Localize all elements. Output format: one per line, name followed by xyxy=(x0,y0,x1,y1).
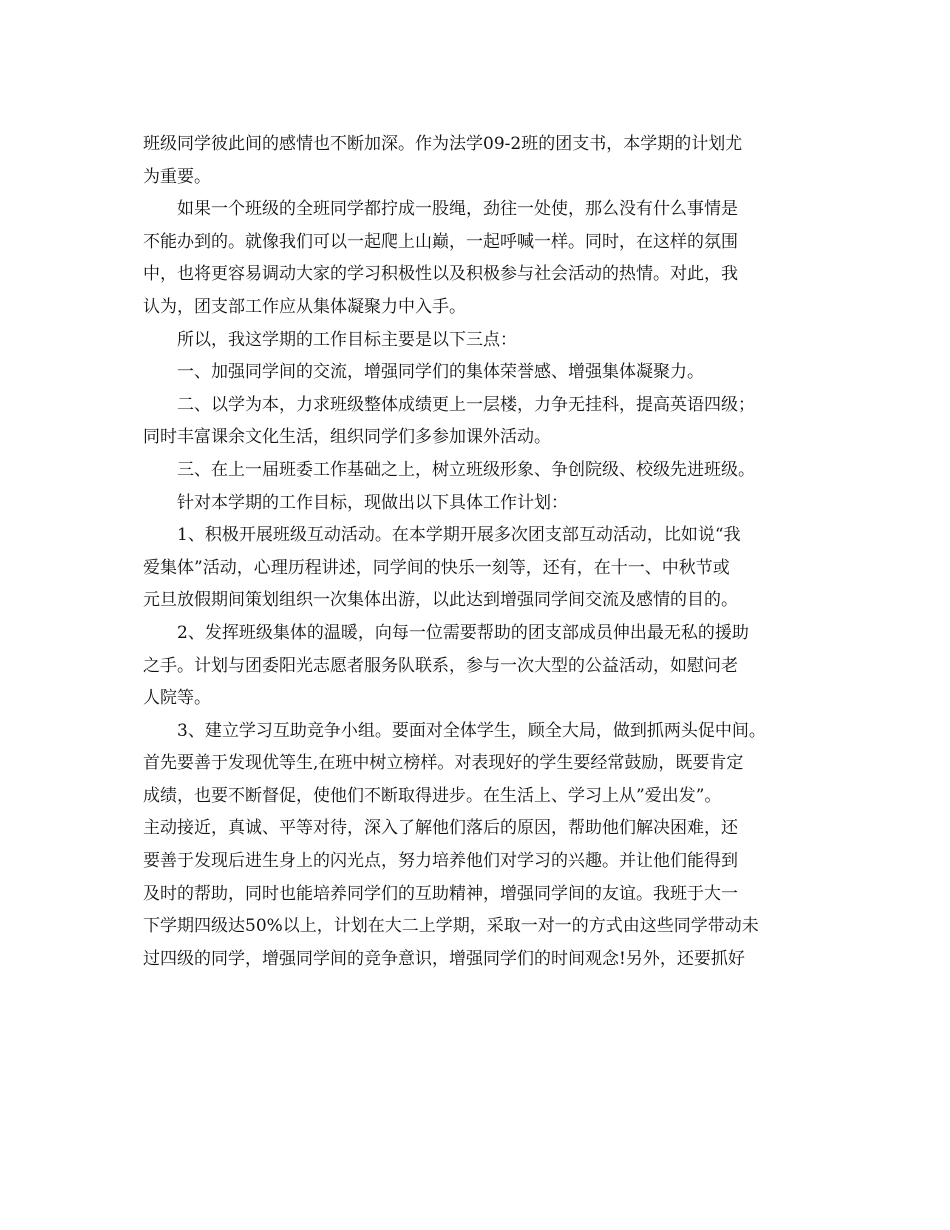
text-line: 元旦放假期间策划组织一次集体出游，以此达到增强同学间交流及感情的目的。 xyxy=(143,590,738,611)
paragraph-start-line: 如果一个班级的全班同学都拧成一股绳，劲往一处使，那么没有什么事情是 xyxy=(177,199,738,220)
text-line: 爱集体”活动，心理历程讲述，同学间的快乐一刻等，还有，在十一、中秋节或 xyxy=(143,557,730,578)
paragraph-start-line: 二、以学为本，力求班级整体成绩更上一层楼，力争无挂科，提高英语四级； xyxy=(177,394,755,415)
document-body xyxy=(143,128,808,975)
text-line: 首先要善于发现优等生,在班中树立榜样。对表现好的学生要经常鼓励，既要肯定 xyxy=(143,753,744,774)
text-line: 及时的帮助，同时也能培养同学们的互助精神，增强同学间的友谊。我班于大一 xyxy=(143,883,738,904)
text-line: 中，也将更容易调动大家的学习积极性以及积极参与社会活动的热情。对此，我 xyxy=(143,264,738,285)
text-line: 认为，团支部工作应从集体凝聚力中入手。 xyxy=(143,296,466,317)
paragraph-start-line: 1、积极开展班级互动活动。在本学期开展多次团支部互动活动，比如说“我 xyxy=(177,525,741,546)
text-line: 为重要。 xyxy=(143,166,211,187)
paragraph-start-line: 所以，我这学期的工作目标主要是以下三点： xyxy=(177,329,517,350)
text-line: 过四级的同学，增强同学间的竞争意识，增强同学们的时间观念!另外，还要抓好 xyxy=(143,948,745,969)
text-line: 不能办到的。就像我们可以一起爬上山巅，一起呼喊一样。同时，在这样的氛围 xyxy=(143,231,738,252)
paragraph-start-line: 一、加强同学间的交流，增强同学们的集体荣誉感、增强集体凝聚力。 xyxy=(177,362,704,383)
paragraph-start-line: 针对本学期的工作目标，现做出以下具体工作计划： xyxy=(177,492,568,513)
text-line: 人院等。 xyxy=(143,688,211,709)
text-line: 之手。计划与团委阳光志愿者服务队联系，参与一次大型的公益活动，如慰问老 xyxy=(143,655,738,676)
text-line: 成绩，也要不断督促，使他们不断取得进步。在生活上、学习上从”爱出发”。 xyxy=(143,785,722,806)
text-line: 下学期四级达50%以上，计划在大二上学期，采取一对一的方式由这些同学带动未 xyxy=(143,916,759,937)
paragraph-start-line: 三、在上一届班委工作基础之上，树立班级形象、争创院级、校级先进班级。 xyxy=(177,459,755,480)
text-line: 要善于发现后进生身上的闪光点，努力培养他们对学习的兴趣。并让他们能得到 xyxy=(143,851,738,872)
paragraph-start-line: 2、发挥班级集体的温暖，向每一位需要帮助的团支部成员伸出最无私的援助 xyxy=(177,622,749,643)
paragraph-start-line: 3、建立学习互助竞争小组。要面对全体学生，顾全大局，做到抓两头促中间。 xyxy=(177,720,766,741)
text-line: 主动接近，真诚、平等对待，深入了解他们落后的原因，帮助他们解决困难，还 xyxy=(143,818,738,839)
text-line: 同时丰富课余文化生活，组织同学们多参加课外活动。 xyxy=(143,427,551,448)
text-line: 班级同学彼此间的感情也不断加深。作为法学09-2班的团支书，本学期的计划尤 xyxy=(143,134,743,154)
